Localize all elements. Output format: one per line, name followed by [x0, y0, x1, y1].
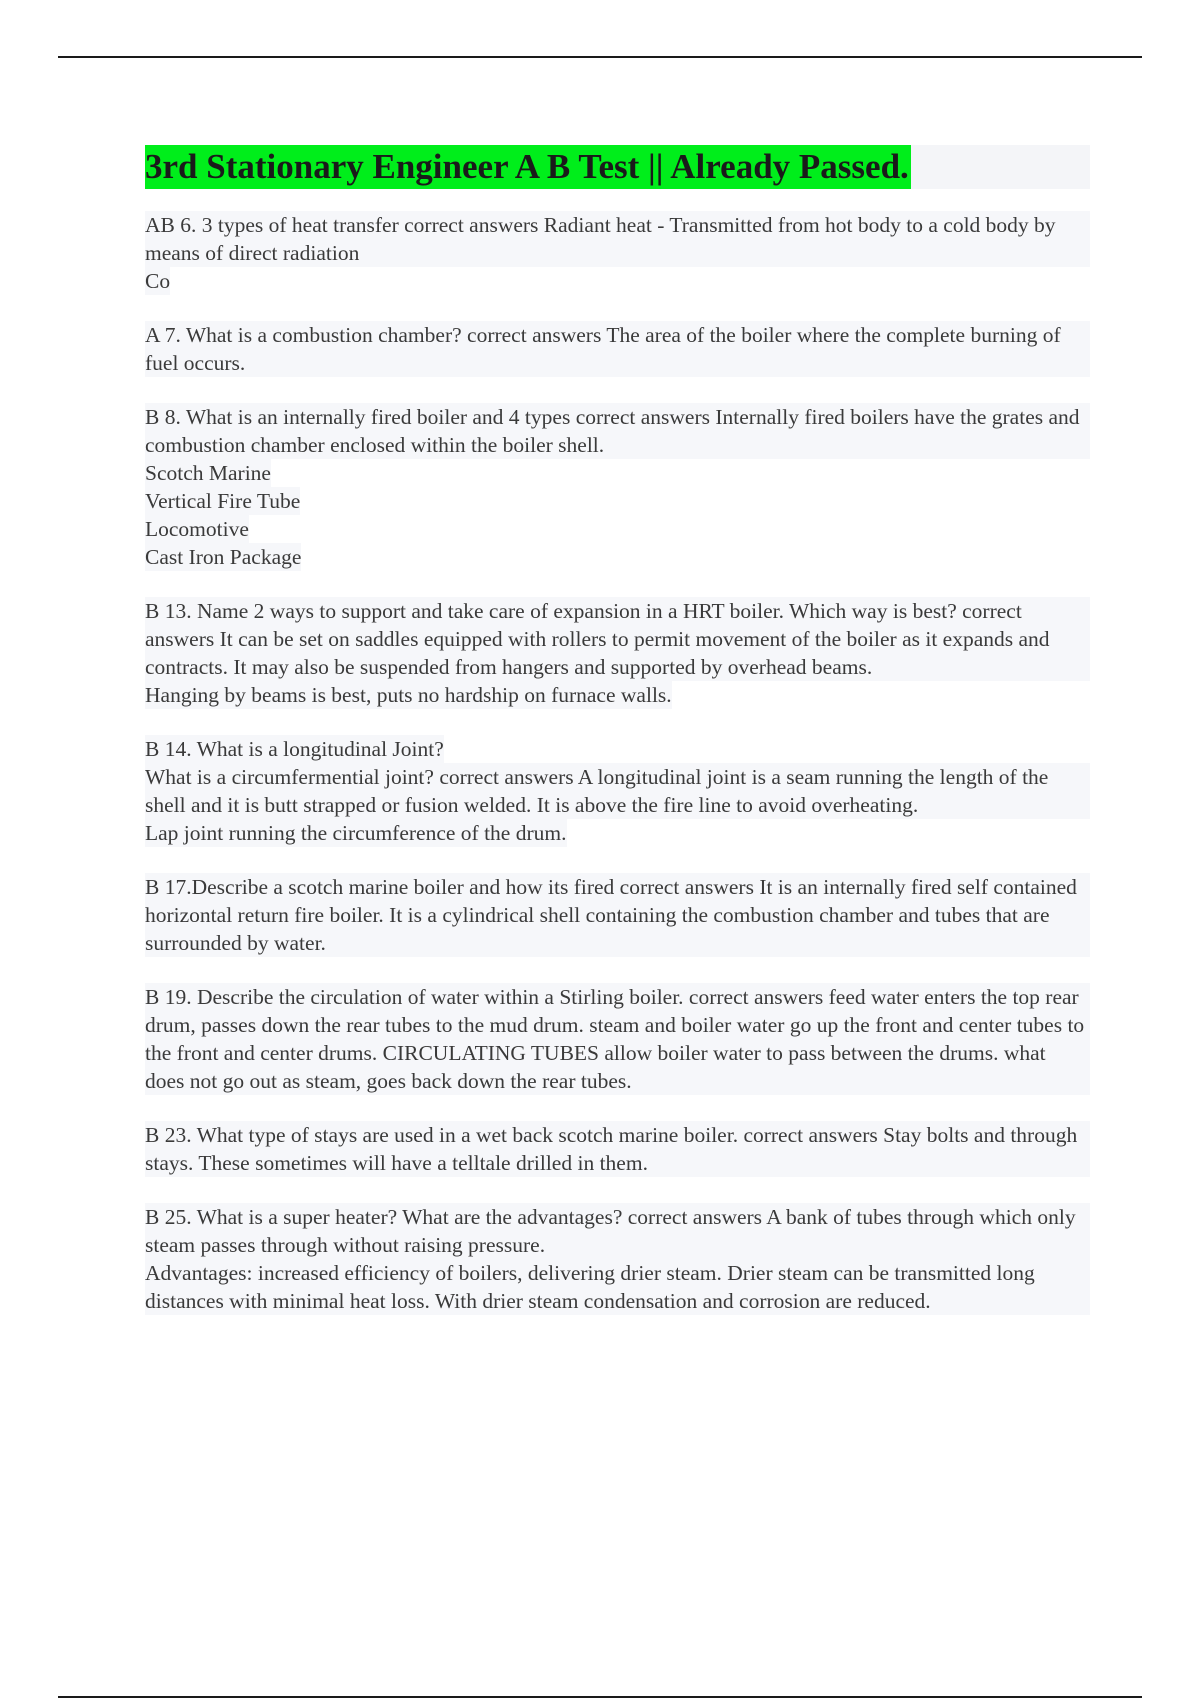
qa-line: A 7. What is a combustion chamber? correct answers The area of the boiler where the complete burning of fuel occurs. — [145, 321, 1090, 377]
qa-line: B 13. Name 2 ways to support and take care of expansion in a HRT boiler. Which way is best? correct answers It can be set on saddles equipped with rollers to permit movement of the boiler as it expands and contracts. It may also be suspended from hangers and supported by overhead beams. — [145, 597, 1090, 681]
qa-item — [145, 873, 1090, 957]
qa-line: Locomotive — [145, 517, 249, 541]
qa-line: Advantages: increased efficiency of boilers, delivering drier steam. Drier steam can be transmitted long distances with minimal heat loss. With drier steam condensation and corrosion are reduced. — [145, 1259, 1090, 1315]
qa-line: What is a circumfermential joint? correct answers A longitudinal joint is a seam running the length of the shell and it is butt strapped or fusion welded. It is above the fire line to avoid overheating. — [145, 763, 1090, 819]
qa-item — [145, 321, 1090, 377]
title-band — [145, 145, 1090, 189]
qa-item — [145, 597, 1090, 709]
qa-line: B 14. What is a longitudinal Joint? — [145, 737, 444, 761]
qa-line: Vertical Fire Tube — [145, 489, 301, 513]
qa-item — [145, 1203, 1090, 1315]
qa-line: AB 6. 3 types of heat transfer correct answers Radiant heat - Transmitted from hot body to a cold body by means of direct radiation — [145, 211, 1090, 267]
qa-line: Cast Iron Package — [145, 545, 302, 569]
qa-line: B 23. What type of stays are used in a wet back scotch marine boiler. correct answers Stay bolts and through stays. These sometimes will have a telltale drilled in them. — [145, 1121, 1090, 1177]
bottom-rule — [58, 1696, 1142, 1698]
qa-item — [145, 1121, 1090, 1177]
qa-line: B 17.Describe a scotch marine boiler and how its fired correct answers It is an internally fired self contained horizontal return fire boiler. It is a cylindrical shell containing the combustion chamber and tubes that are surrounded by water. — [145, 873, 1090, 957]
qa-item — [145, 403, 1090, 571]
qa-item — [145, 735, 1090, 847]
qa-list — [145, 211, 1090, 1315]
qa-line: B 19. Describe the circulation of water within a Stirling boiler. correct answers feed water enters the top rear drum, passes down the rear tubes to the mud drum. steam and boiler water go up the front and center tubes to the front and center drums. CIRCULATING TUBES allow boiler water to pass between the drums. what does not go out as steam, goes back down the rear tubes. — [145, 983, 1090, 1095]
qa-line: Lap joint running the circumference of the drum. — [145, 821, 567, 845]
qa-line: B 25. What is a super heater? What are the advantages? correct answers A bank of tubes through which only steam passes through without raising pressure. — [145, 1203, 1090, 1259]
qa-line: Hanging by beams is best, puts no hardship on furnace walls. — [145, 683, 672, 707]
qa-item — [145, 983, 1090, 1095]
document-body — [145, 145, 1090, 1341]
qa-line: Scotch Marine — [145, 461, 271, 485]
qa-line: B 8. What is an internally fired boiler and 4 types correct answers Internally fired boilers have the grates and combustion chamber enclosed within the boiler shell. — [145, 403, 1090, 459]
qa-item — [145, 211, 1090, 295]
qa-line: Co — [145, 269, 171, 293]
top-rule — [58, 56, 1142, 58]
document-title: 3rd Stationary Engineer A B Test || Already Passed. — [145, 145, 911, 189]
